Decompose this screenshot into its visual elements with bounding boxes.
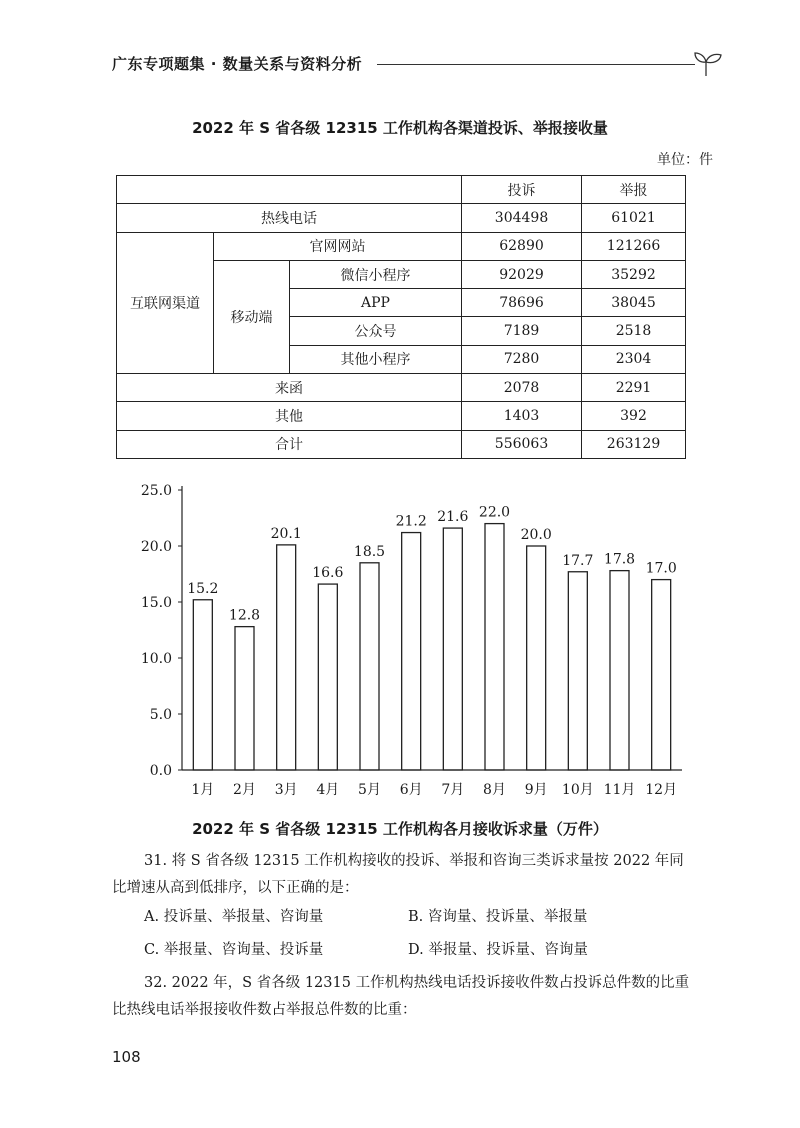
x-tick-label: 6月: [399, 782, 423, 798]
q31-option-a: A. 投诉量、举报量、咨询量: [144, 909, 324, 925]
cell-report: 2291: [582, 374, 686, 402]
cell-report: 121266: [582, 232, 686, 260]
table-title: 2022 年 S 省各级 12315 工作机构各渠道投诉、举报接收量: [192, 119, 608, 137]
bar: [318, 584, 337, 770]
cell-report: 392: [582, 402, 686, 430]
x-tick-label: 4月: [316, 782, 340, 798]
x-tick-label: 5月: [358, 782, 381, 798]
x-tick-label: 9月: [524, 782, 548, 798]
bar-value-label: 17.8: [603, 551, 636, 568]
table-row: [117, 204, 686, 232]
bar: [235, 627, 254, 770]
cell-report: 263129: [582, 430, 686, 458]
x-axis: [182, 770, 682, 798]
row-label: 官网网站: [214, 232, 462, 260]
bar-value-label: 21.2: [395, 513, 427, 530]
table-row: [117, 232, 686, 260]
bar: [360, 563, 379, 770]
bars: [187, 505, 677, 770]
table-row: [117, 402, 686, 430]
x-tick-label: 12月: [645, 782, 678, 798]
bar: [485, 524, 504, 770]
y-tick-label: 15.0: [140, 595, 172, 611]
x-tick-label: 2月: [233, 782, 256, 798]
page-header: [112, 49, 712, 89]
table-row: [117, 430, 686, 458]
q31-option-c: C. 举报量、咨询量、投诉量: [144, 942, 324, 958]
page-number: 108: [112, 1048, 141, 1066]
bar-value-label: 21.6: [437, 509, 469, 526]
bar-value-label: 18.5: [353, 543, 386, 560]
question-31: 31. 将 S 省各级 12315 工作机构接收的投诉、举报和咨询三类诉求量按 2022 年同比增速从高到低排序，以下正确的是：: [112, 853, 684, 896]
cell-report: 2304: [582, 345, 686, 373]
channel-table: [116, 175, 686, 459]
bar-value-label: 15.2: [187, 580, 219, 597]
row-label: 公众号: [290, 317, 462, 345]
cell-complaint: 7280: [462, 345, 582, 373]
header-rule: [377, 64, 695, 65]
cell-complaint: 62890: [462, 232, 582, 260]
bar: [568, 572, 587, 770]
bar-value-label: 20.1: [270, 525, 302, 542]
bar-value-label: 17.7: [562, 552, 594, 569]
cell-complaint: 2078: [462, 374, 582, 402]
cell-report: 61021: [582, 204, 686, 232]
group-internet: 互联网渠道: [117, 232, 214, 373]
bar: [652, 580, 671, 770]
y-tick-label: 10.0: [140, 651, 172, 667]
row-label: 其他小程序: [290, 345, 462, 373]
table-header-blank: [117, 176, 462, 204]
bar: [527, 546, 546, 770]
question-32: 32. 2022 年，S 省各级 12315 工作机构热线电话投诉接收件数占投诉总件数的比重比热线电话举报接收件数占举报总件数的比重：: [112, 975, 690, 1018]
cell-complaint: 78696: [462, 289, 582, 317]
q31-option-b: B. 咨询量、投诉量、举报量: [408, 909, 588, 925]
cell-complaint: 556063: [462, 430, 582, 458]
header-title: 广东专项题集 · 数量关系与资料分析: [112, 55, 363, 73]
x-tick-label: 10月: [561, 782, 594, 798]
bar: [402, 533, 421, 770]
bar-value-label: 17.0: [645, 560, 677, 577]
y-tick-label: 5.0: [149, 707, 172, 723]
bar: [610, 571, 629, 770]
group-mobile: 移动端: [214, 260, 290, 373]
cell-complaint: 7189: [462, 317, 582, 345]
y-tick-label: 25.0: [140, 483, 172, 499]
bar: [277, 545, 296, 770]
bar: [443, 528, 462, 770]
cell-report: 35292: [582, 260, 686, 288]
row-label: 来函: [117, 374, 462, 402]
x-tick-label: 3月: [274, 782, 298, 798]
row-label: 微信小程序: [290, 260, 462, 288]
cell-complaint: 92029: [462, 260, 582, 288]
bar-value-label: 12.8: [228, 607, 261, 624]
x-tick-label: 1月: [191, 782, 215, 798]
table-header-row: [117, 176, 686, 204]
y-tick-label: 0.0: [149, 763, 172, 779]
row-label-total: 合计: [117, 430, 462, 458]
x-tick-label: 7月: [441, 782, 465, 798]
row-label: 其他: [117, 402, 462, 430]
cell-report: 2518: [582, 317, 686, 345]
table-unit: 单位：件: [657, 152, 713, 168]
chart-title: 2022 年 S 省各级 12315 工作机构各月接收诉求量（万件）: [192, 820, 608, 838]
cell-complaint: 1403: [462, 402, 582, 430]
y-tick-label: 20.0: [140, 539, 172, 555]
x-tick-label: 8月: [483, 782, 506, 798]
bar-value-label: 20.0: [520, 527, 552, 543]
table-row: [117, 374, 686, 402]
col-header-complaint: 投诉: [462, 176, 582, 204]
monthly-bar-chart: [130, 478, 690, 808]
cell-report: 38045: [582, 289, 686, 317]
q31-option-d: D. 举报量、投诉量、咨询量: [408, 942, 588, 958]
col-header-report: 举报: [582, 176, 686, 204]
y-axis: [141, 483, 182, 779]
x-tick-label: 11月: [603, 782, 636, 798]
bar-value-label: 16.6: [312, 565, 344, 582]
cell-complaint: 304498: [462, 204, 582, 232]
row-label: APP: [290, 289, 462, 317]
sprout-icon: [693, 49, 723, 77]
row-label: 热线电话: [117, 204, 462, 232]
bar-value-label: 22.0: [478, 504, 511, 521]
bar: [193, 600, 212, 770]
